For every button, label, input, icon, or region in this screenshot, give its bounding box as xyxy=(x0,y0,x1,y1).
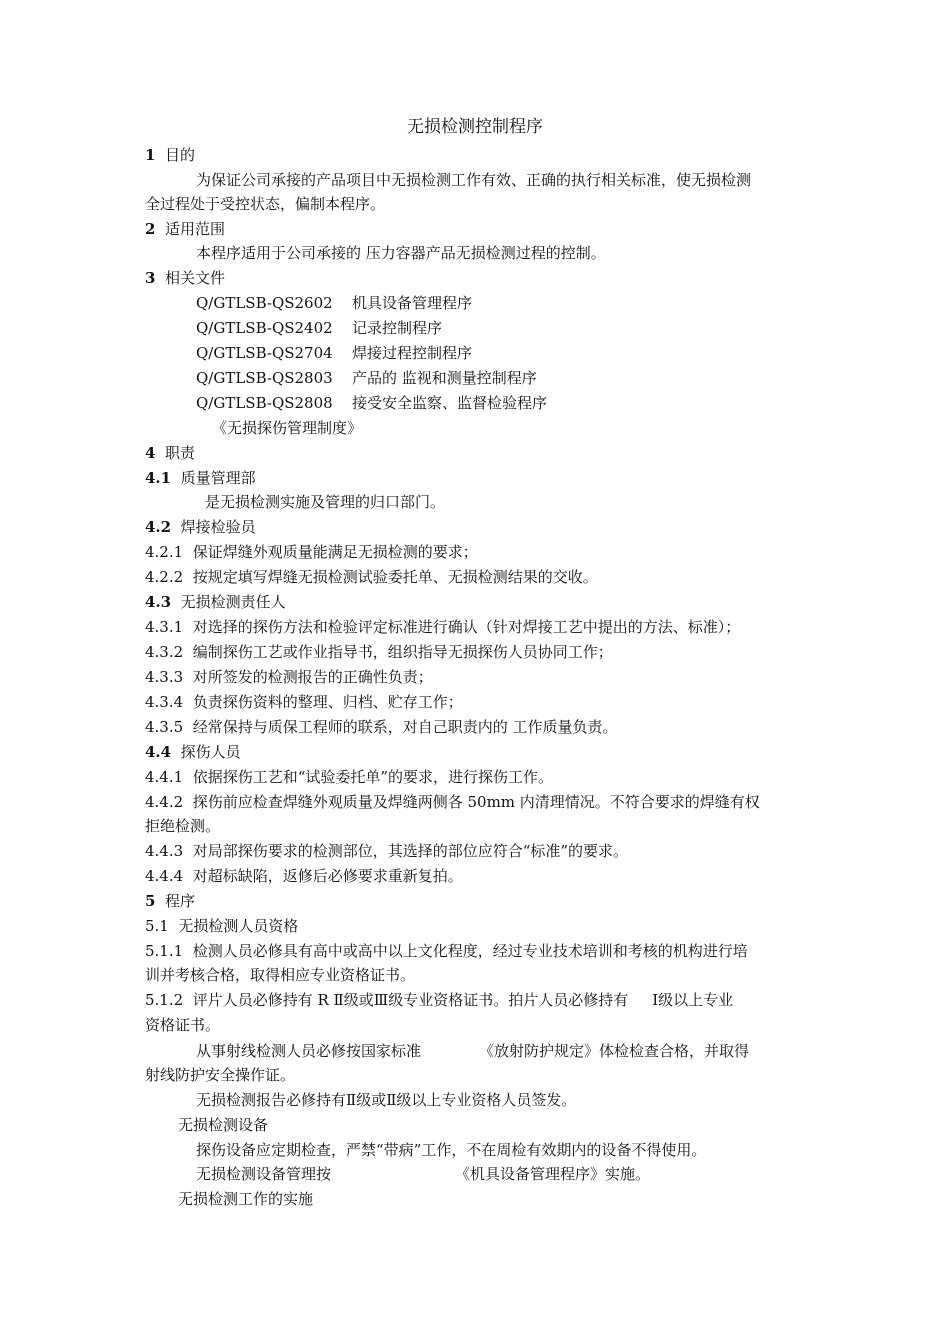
clause-number: 4.4.4 xyxy=(145,867,184,885)
paragraph: 射线防护安全操作证。 xyxy=(145,1066,296,1084)
clause-4-4-1 xyxy=(145,767,553,787)
clause-4-3-5 xyxy=(145,717,618,737)
clause-text: 检测人员必修具有高中或高中以上文化程度，经过专业技术培训和考核的机构进行培 xyxy=(192,942,748,960)
clause-4-3-2 xyxy=(145,642,613,662)
section-number: 1 xyxy=(145,146,156,164)
paragraph: 全过程处于受控状态，偏制本程序。 xyxy=(145,195,386,213)
clause-5-1-1 xyxy=(145,941,748,961)
clause-4-2-2 xyxy=(145,567,598,587)
section-number: 5 xyxy=(145,892,156,910)
subsection-title: 质量管理部 xyxy=(180,469,256,487)
clause-text: 负责探伤资料的整理、归档、贮存工作； xyxy=(192,693,463,711)
subsection-number: 4.1 xyxy=(145,469,172,487)
clause-number: 4.3.3 xyxy=(145,668,184,686)
subsection-title: 焊接检验员 xyxy=(180,518,256,536)
subsection-number: 5.1 xyxy=(145,917,169,935)
clause-number: 4.4.2 xyxy=(145,793,184,811)
reference-name: 接受安全监察、监督检验程序 xyxy=(352,394,548,412)
paragraph-text: 从事射线检测人员必修按国家标准 xyxy=(196,1042,422,1060)
clause-text: 探伤前应检查焊缝外观质量及焊缝两侧各 50mm 内清理情况。不符合要求的焊缝有权 xyxy=(192,793,760,811)
reference-code: Q/GTLSB-QS2803 xyxy=(196,369,333,387)
clause-4-3-4 xyxy=(145,692,463,712)
section-title: 程序 xyxy=(164,892,195,910)
clause-text: 依据探伤工艺和“试验委托单”的要求，进行探伤工作。 xyxy=(192,768,554,786)
section-1-heading xyxy=(145,145,195,165)
reference-item xyxy=(196,293,472,313)
clause-text: 评片人员必修持有 R Ⅱ级或Ⅲ级专业资格证书。拍片人员必修持有 xyxy=(192,991,629,1009)
section-number: 3 xyxy=(145,269,156,287)
implementation-heading: 无损检测工作的实施 xyxy=(178,1190,314,1208)
section-4-heading xyxy=(145,443,195,463)
paragraph-radiation xyxy=(196,1041,749,1061)
reference-item xyxy=(196,343,472,363)
clause-number: 4.3.5 xyxy=(145,718,184,736)
section-number: 2 xyxy=(145,220,156,238)
clause-number: 4.3.1 xyxy=(145,618,184,636)
clause-number: 5.1.1 xyxy=(145,942,184,960)
section-number: 4 xyxy=(145,444,156,462)
reference-name: 机具设备管理程序 xyxy=(352,294,473,312)
subsection-number: 4.4 xyxy=(145,743,172,761)
reference-item xyxy=(196,318,442,338)
clause-number: 5.1.2 xyxy=(145,991,184,1009)
paragraph-text: 无损检测设备管理按 xyxy=(196,1165,332,1183)
paragraph-equipment-management xyxy=(196,1164,650,1184)
clause-4-2-1 xyxy=(145,542,478,562)
clause-number: 4.2.1 xyxy=(145,543,184,561)
paragraph: 本程序适用于公司承接的 压力容器产品无损检测过程的控制。 xyxy=(196,244,606,262)
clause-continuation: 拒绝检测。 xyxy=(145,817,221,835)
reference-code: Q/GTLSB-QS2808 xyxy=(196,394,333,412)
equipment-heading: 无损检测设备 xyxy=(178,1116,269,1134)
paragraph: 是无损检测实施及管理的归口部门。 xyxy=(205,493,446,511)
clause-text: 编制探伤工艺或作业指导书，组织指导无损探伤人员协同工作； xyxy=(192,643,613,661)
clause-5-1-2 xyxy=(145,990,733,1010)
clause-continuation: 资格证书。 xyxy=(145,1016,221,1034)
reference-item xyxy=(196,393,547,413)
clause-text: 按规定填写焊缝无损检测试验委托单、无损检测结果的交收。 xyxy=(192,568,598,586)
clause-text: 对局部探伤要求的检测部位，其选择的部位应符合“标准”的要求。 xyxy=(192,842,629,860)
subsection-5-1-heading xyxy=(145,916,298,936)
clause-4-3-1 xyxy=(145,617,740,637)
clause-4-4-4 xyxy=(145,866,463,886)
paragraph: 为保证公司承接的产品项目中无损检测工作有效、正确的执行相关标准，使无损检测 xyxy=(196,171,752,189)
clause-number: 4.3.2 xyxy=(145,643,184,661)
reference-code: Q/GTLSB-QS2704 xyxy=(196,344,333,362)
reference-code: Q/GTLSB-QS2402 xyxy=(196,319,333,337)
clause-number: 4.3.4 xyxy=(145,693,184,711)
section-5-heading xyxy=(145,891,195,911)
subsection-title: 无损检测责任人 xyxy=(180,593,286,611)
section-title: 相关文件 xyxy=(164,269,225,287)
clause-continuation: 训并考核合格，取得相应专业资格证书。 xyxy=(145,966,416,984)
reference-name: 产品的 监视和测量控制程序 xyxy=(352,369,537,387)
subsection-number: 4.2 xyxy=(145,518,172,536)
subsection-4-1-heading xyxy=(145,468,256,488)
clause-text: 对所签发的检测报告的正确性负责； xyxy=(192,668,433,686)
paragraph: 无损检测报告必修持有Ⅱ级或Ⅱ级以上专业资格人员签发。 xyxy=(196,1091,577,1109)
clause-number: 4.2.2 xyxy=(145,568,184,586)
paragraph-text: 《放射防护规定》体检检查合格，并取得 xyxy=(479,1042,750,1060)
subsection-number: 4.3 xyxy=(145,593,172,611)
clause-text: 对选择的探伤方法和检验评定标准进行确认（针对焊接工艺中提出的方法、标准）； xyxy=(192,618,741,636)
section-title: 目的 xyxy=(164,146,195,164)
clause-number: 4.4.3 xyxy=(145,842,184,860)
clause-text: Ⅰ级以上专业 xyxy=(652,991,734,1009)
subsection-4-3-heading xyxy=(145,592,286,612)
section-title: 职责 xyxy=(164,444,195,462)
clause-4-4-2 xyxy=(145,792,760,812)
reference-name: 记录控制程序 xyxy=(352,319,443,337)
clause-text: 保证焊缝外观质量能满足无损检测的要求； xyxy=(192,543,478,561)
document-title: 无损检测控制程序 xyxy=(407,117,543,137)
section-3-heading xyxy=(145,268,225,288)
clause-4-4-3 xyxy=(145,841,628,861)
clause-text: 经常保持与质保工程师的联系，对自己职责内的 工作质量负责。 xyxy=(192,718,618,736)
reference-name: 焊接过程控制程序 xyxy=(352,344,473,362)
subsection-title: 无损检测人员资格 xyxy=(178,917,299,935)
subsection-title: 探伤人员 xyxy=(180,743,241,761)
subsection-4-4-heading xyxy=(145,742,241,762)
clause-number: 4.4.1 xyxy=(145,768,184,786)
section-2-heading xyxy=(145,219,225,239)
clause-4-3-3 xyxy=(145,667,433,687)
reference-item xyxy=(196,368,537,388)
reference-code: Q/GTLSB-QS2602 xyxy=(196,294,333,312)
subsection-4-2-heading xyxy=(145,517,256,537)
section-title: 适用范围 xyxy=(164,220,225,238)
reference-extra: 《无损探伤管理制度》 xyxy=(212,419,363,437)
clause-text: 对超标缺陷，返修后必修要求重新复拍。 xyxy=(192,867,463,885)
paragraph-text: 《机具设备管理程序》实施。 xyxy=(455,1165,651,1183)
paragraph: 探伤设备应定期检查，严禁“带病”工作，不在周检有效期内的设备不得使用。 xyxy=(196,1141,707,1159)
